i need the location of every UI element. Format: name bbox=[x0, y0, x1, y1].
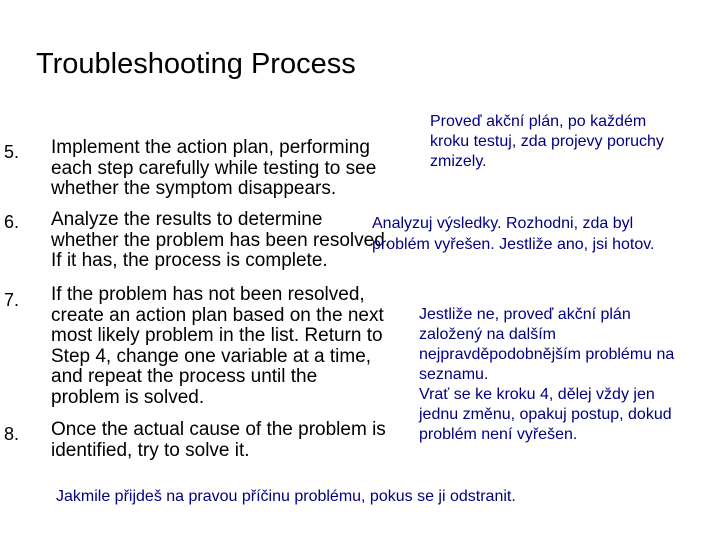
step-7-line: Step 4, change one variable at a time, bbox=[51, 345, 372, 367]
step-8-line: identified, try to solve it. bbox=[51, 439, 250, 461]
step-7-line: problem is solved. bbox=[51, 386, 205, 408]
step-6-line: Analyze the results to determine bbox=[51, 209, 323, 230]
step-5-text bbox=[51, 138, 376, 200]
step-6-line: If it has, the process is complete. bbox=[51, 250, 328, 271]
czech-note-line: kroku testuj, zda projevy poruchy bbox=[430, 133, 664, 150]
czech-note-line: zmizely. bbox=[430, 153, 487, 170]
czech-note-line: založený na dalším bbox=[419, 326, 556, 343]
step-8-line: Once the actual cause of the problem is bbox=[51, 419, 386, 440]
czech-note-line: Proveď akční plán, po každém bbox=[430, 113, 647, 130]
step-7-line: and repeat the process until the bbox=[51, 366, 318, 387]
step-number-5: 5. bbox=[4, 142, 20, 162]
step-7-line: most likely problem in the list. Return to bbox=[51, 325, 383, 346]
czech-note-step-6-line-1: Analyzuj výsledky. Rozhodni, zda byl bbox=[372, 215, 634, 232]
czech-note-step-5 bbox=[430, 112, 664, 172]
step-6-line: whether the problem has been resolved. bbox=[51, 229, 391, 251]
czech-note-line: nejpravděpodobnějším problému na bbox=[419, 346, 675, 363]
czech-note-line: Vrať se ke kroku 4, dělej vždy jen bbox=[419, 386, 655, 403]
czech-note-line: jednu změnu, opakuj postup, dokud bbox=[419, 406, 672, 423]
step-7-line: If the problem has not been resolved, bbox=[51, 284, 365, 305]
step-5-line: Implement the action plan, performing bbox=[51, 137, 370, 158]
czech-note-line: Jestliže ne, proveď akční plán bbox=[419, 306, 631, 323]
step-number-7: 7. bbox=[4, 290, 20, 310]
czech-note-step-7 bbox=[419, 305, 674, 445]
step-5-line: whether the symptom disappears. bbox=[51, 178, 337, 199]
step-number-8: 8. bbox=[4, 424, 20, 444]
czech-note-step-6-line-2: problém vyřešen. Jestliže ano, jsi hotov. bbox=[372, 236, 655, 253]
step-6-text bbox=[51, 210, 390, 272]
step-7-text bbox=[51, 285, 384, 408]
step-7-line: create an action plan based on the next bbox=[51, 304, 384, 326]
slide-title: Troubleshooting Process bbox=[36, 48, 356, 80]
czech-note-line: problém není vyřešen. bbox=[419, 426, 578, 443]
step-5-line: each step carefully while testing to see bbox=[51, 157, 377, 179]
czech-note-step-8: Jakmile přijdeš na pravou příčinu problému, pokus se ji odstranit. bbox=[56, 488, 516, 505]
step-number-6: 6. bbox=[4, 212, 20, 232]
step-8-text bbox=[51, 420, 386, 461]
czech-note-line: seznamu. bbox=[419, 366, 489, 383]
